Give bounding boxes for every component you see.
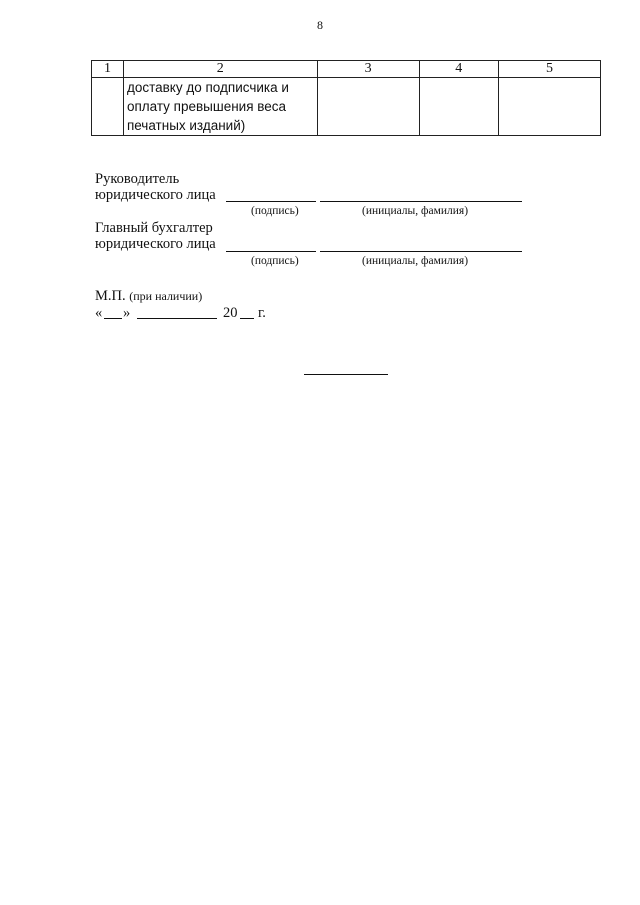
table-cell [317, 78, 419, 136]
accountant-signature-caption: (подпись) [251, 255, 299, 267]
date-month-field[interactable] [137, 318, 217, 319]
date-day-field[interactable] [104, 318, 122, 319]
head-signature-field[interactable] [226, 201, 316, 202]
head-name-caption: (инициалы, фамилия) [362, 205, 469, 217]
accountant-title-line1: Главный бухгалтер [95, 220, 213, 236]
end-divider [304, 374, 388, 375]
date-year-prefix: 20 [223, 305, 238, 321]
head-name-field[interactable] [320, 201, 522, 202]
table-cell [419, 78, 498, 136]
date-year-field[interactable] [240, 318, 254, 319]
header-cell: 2 [123, 61, 317, 78]
table-cell [498, 78, 600, 136]
accountant-name-caption: (инициалы, фамилия) [362, 255, 469, 267]
date-open-quote: « [95, 305, 103, 321]
page-number: 8 [317, 18, 323, 32]
stamp-note: (при наличии) [129, 289, 203, 303]
accountant-title-line2: юридического лица [95, 236, 216, 252]
head-signature-caption: (подпись) [251, 205, 299, 217]
accountant-signature-field[interactable] [226, 251, 316, 252]
head-title-line1: Руководитель [95, 171, 180, 187]
table-cell [92, 78, 124, 136]
header-cell: 4 [419, 61, 498, 78]
head-title-line2: юридического лица [95, 187, 216, 203]
cell-line: оплату превышения веса [126, 99, 287, 114]
header-cell: 5 [498, 61, 600, 78]
stamp-line [95, 288, 202, 305]
data-table [91, 60, 601, 136]
table-header-row [92, 61, 601, 78]
header-cell: 3 [317, 61, 419, 78]
table-cell-description [123, 78, 317, 136]
cell-line: доставку до подписчика и [126, 80, 289, 95]
table-row [92, 78, 601, 136]
stamp-label: М.П. [95, 288, 126, 304]
date-year-suffix: г. [258, 305, 266, 321]
accountant-name-field[interactable] [320, 251, 522, 252]
date-close-quote: » [123, 305, 131, 321]
header-cell: 1 [92, 61, 124, 78]
cell-line: печатных изданий) [126, 118, 246, 133]
